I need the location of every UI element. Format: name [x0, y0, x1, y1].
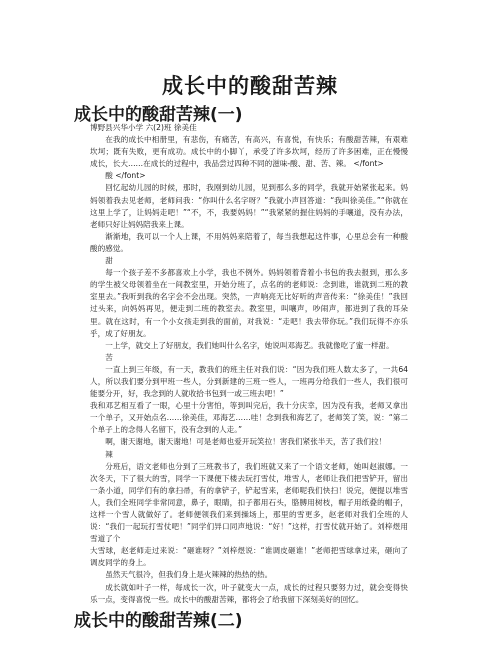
intro-paragraph: 在我的成长中相册里，有悲伤，有痛苦，有高兴，有喜悦，有快乐；有酸甜苦辣，有艰难坎坷；既有失败，更有成功。成长中的小脚丫，承受了许多坎坷，经历了许多困难，正在慢慢成长，长大……在成长的过程中，我品尝过四种不同的滋味-酸、甜、苦、辣。 </font>: [90, 135, 408, 169]
subheading-bitter: 苦: [105, 352, 113, 362]
document-title: 成长中的酸甜苦辣: [162, 74, 338, 98]
conclusion-paragraph: 成长就如叶子一样，每成长一次，叶子就变大一点，成长的过程只要努力过，就会变得快乐一点，变得喜悦一些。成长中的酸甜苦辣，都将会了给我留下深刻美好的回忆。: [90, 582, 408, 604]
spicy-paragraph-1: 分班后，语文老师也分到了三班教书了，我们班就又来了一个语文老师，她叫赵淑娜。一次冬天，下了很大的雪，同学一下课便下楼去玩打雪仗，堆雪人，老师让我们把雪铲开，留出一条小道，同学们有的拿扫帚，有的拿铲子，铲起雪来，老师呢我们快扫！说完，便提以堆雪人，我们全班同学非常同意，鼻子，眼睛，扣子都用石头，胳膊用树枝，帽子用纸叠的帽子，这样一个雪人就做好了。老师便领我们来到操场上，那里的雪更多，赵老师对我们全班的人说：“我们一起玩打雪仗吧！”同学们异口同声地说：“好！”这样，打雪仗就开始了。刘梓煜用雪道了个: [90, 461, 408, 544]
subheading-sour: 酸 </font>: [105, 171, 146, 181]
section-heading-1: 成长中的酸甜苦辣(一): [74, 105, 243, 125]
sour-paragraph-2: 渐渐地，我可以一个人上课，不用妈妈来陪着了，每当我想起这件事，心里总会有一种酸酸的感觉。: [90, 231, 408, 253]
spicy-paragraph-3: 虽然天气很冷，但我们身上是火辣辣的热热的热。: [105, 570, 273, 580]
bitter-paragraph-3: 啊，谢天谢地，谢天谢地！可是老师也爱开玩笑拉！害我们紧张半天，苦了我们拉！: [105, 437, 387, 447]
subheading-sweet: 甜: [105, 256, 113, 266]
bitter-paragraph-1: 一直上到三年级，有一天，教我们的班主任对我们说：“因为我们班人数太多了，一共64人，所以我们要分到甲班一些人，分到新建的三班一些人，一班再分给我们一些人，我们很可能要分开，好，我念到的人就收拾书包到一或三班去吧！”: [90, 364, 408, 399]
spicy-paragraph-2: 大雪球，赵老师走过来说：“砸谁呀？”刘梓煜说：“谁调皮砸谁！”老师把雪球拿过来，砸向了调皮同学的身上。: [90, 546, 408, 568]
sweet-paragraph-2: 一上学，就交上了好朋友，我们她叫什么名字，她说叫邓海艺。我就像吃了蜜一样甜。: [105, 340, 394, 350]
bitter-paragraph-2: 我和邓艺相互看了一眼，心里十分害怕，等到叫完后，我十分庆幸，因为没有我，老师又拿出一个单子，又开始点名……徐美佳，邓海艺……哇！念到我和海艺了，老师笑了笑，说：“第二个单子上的念得人名留下，没有念到的人走。”: [90, 401, 408, 435]
sweet-paragraph-1: 每一个孩子差不多都喜欢上小学，我也不例外。妈妈领着背着小书包的我去报到，那么多的学生被父母领着坐在一间教室里，开始分班了，点名的的老师说：念到谁，谁就到二班的教室里去。”我听到我的名字会不会出现。突然，一声响亮无比好听的声音传来：“徐美佳！”我回过头来，向妈妈再见，便走到二班的教室去。教室里，叫嚷声，吵闹声，都进到了我的耳朵里。就在这时，有一个小女孩走到我的面前，对我说：“走吧！我去带你玩。”我们玩得不亦乐乎，成了好朋友。: [90, 268, 408, 338]
section-1-body: [90, 122, 408, 606]
sour-paragraph-1: 回忆起幼儿园的时候，那时，我刚到幼儿园，见到那么多的同学，我就开始紧张起来。妈妈领着我去见老师，老师问我：“你叫什么名字呀？”我就小声回答道：“我叫徐美佳。”“你就在这里上学了，让妈妈走吧！”“不，不，我要妈妈！”“我紧紧的握住妈妈的手嚷道，没有办法，老师只好让妈妈陪我来上课。: [90, 183, 408, 229]
subheading-spicy: 辣: [105, 449, 113, 459]
author-line: 博野县兴华小学 六(2)班 徐美佳: [90, 123, 197, 132]
section-heading-2: 成长中的酸甜苦辣(二): [74, 611, 243, 631]
